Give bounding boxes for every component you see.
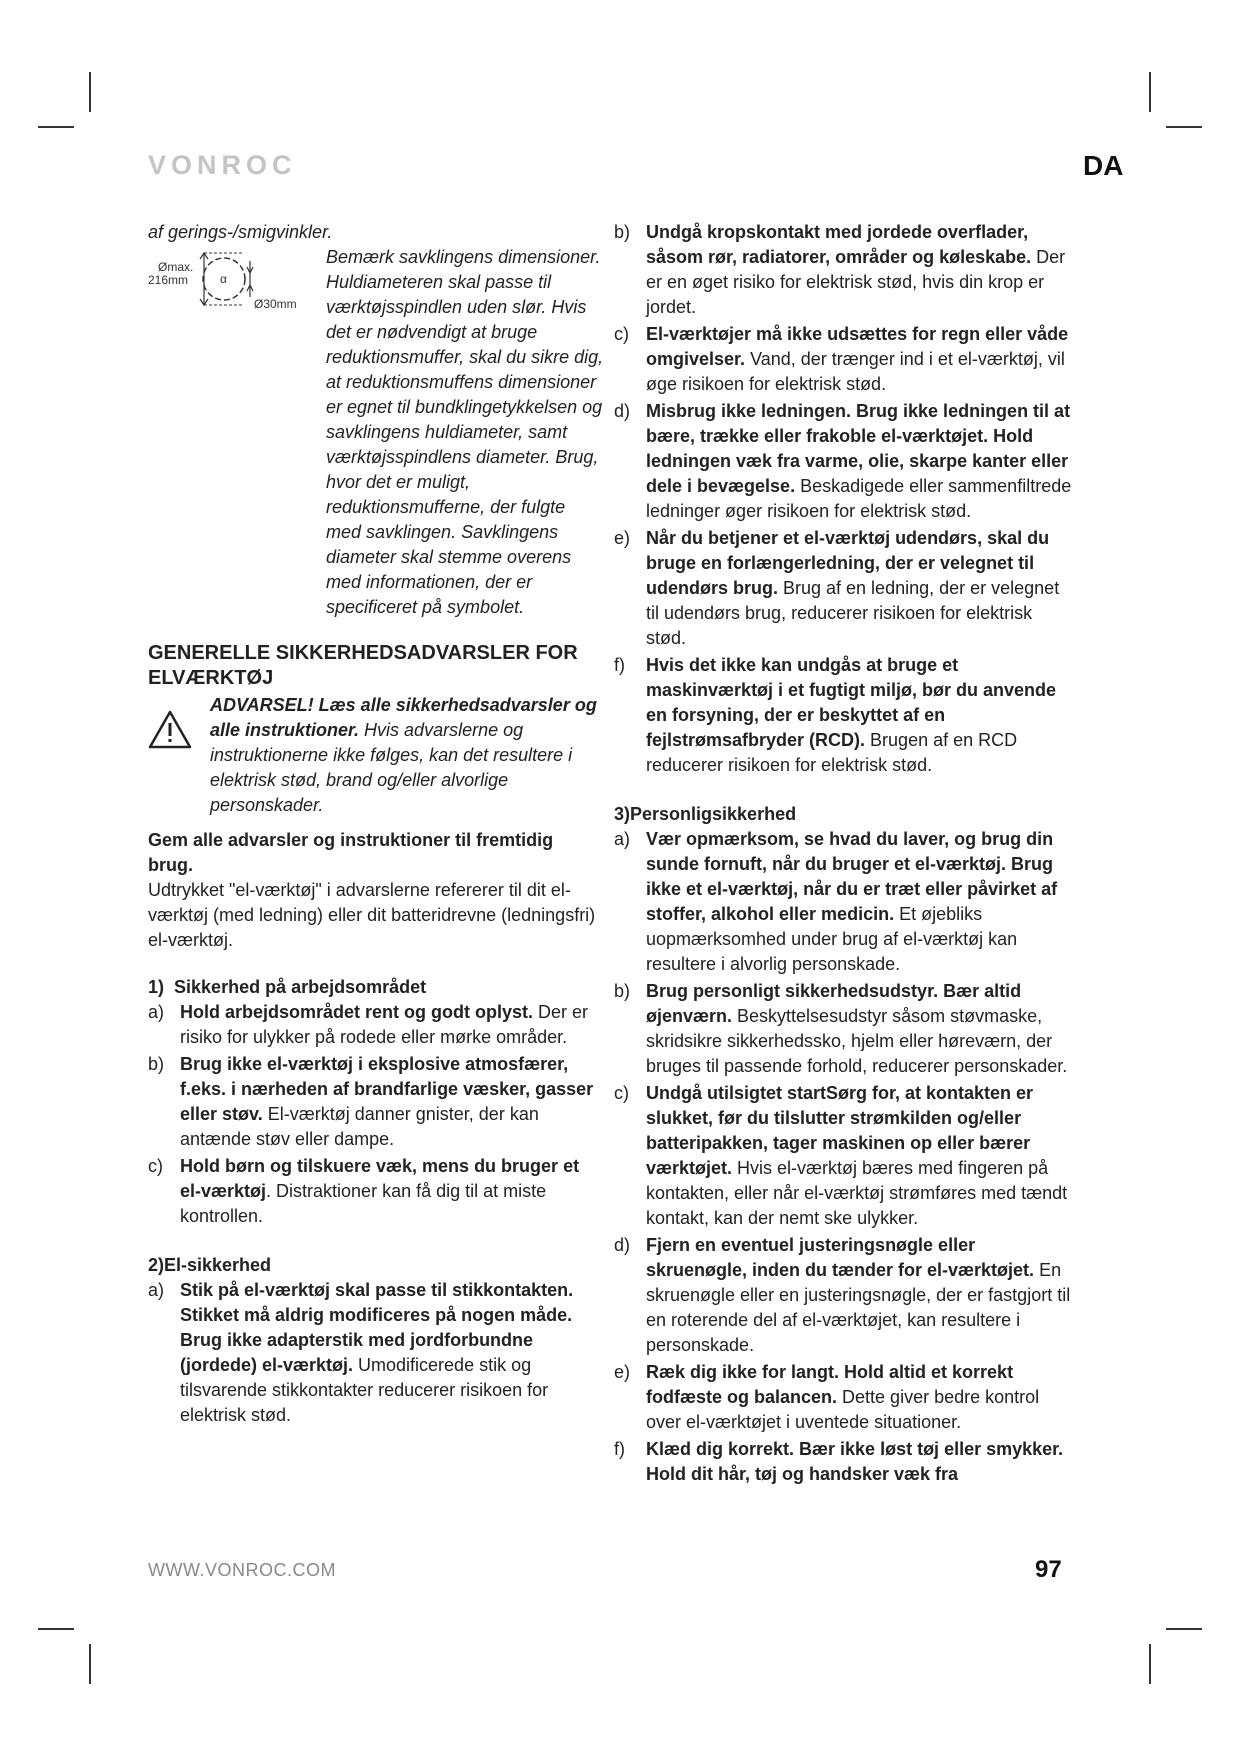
saw-blade-section: [148, 245, 603, 641]
list-marker: f): [614, 655, 625, 675]
list-item-bold: Undgå kropskontakt med jordede overflader, såsom rør, radiatorer, områder og køleskabe.: [646, 222, 1032, 267]
list-item: [614, 1233, 1074, 1358]
warning-bold: ADVARSEL! Læs alle sikkerhedsadvarsler og alle instruktioner.: [210, 695, 597, 740]
warning-body: Hvis advarslerne og instruktionerne ikke følges, kan det resultere i elektrisk stød, brand og/eller alvorlige personskader.: [210, 720, 573, 815]
saw-label-bore: Ø30mm: [254, 297, 297, 311]
list-item: [614, 827, 1074, 977]
list-item-text: Der er en øget risiko for elektrisk stød, hvis din krop er jordet.: [646, 247, 1066, 317]
crop-mark: [89, 1644, 91, 1684]
list-item-text: Vand, der trænger ind i et el-værktøj, vil øge risikoen for elektrisk stød.: [646, 349, 1065, 394]
list-item-bold: Brug personligt sikkerhedsudstyr. Bær altid øjenværn.: [646, 981, 1022, 1026]
list-item: [614, 979, 1074, 1079]
list-item: [614, 1360, 1074, 1435]
list-marker: c): [148, 1156, 163, 1176]
list-item-bold: Klæd dig korrekt. Bær ikke løst tøj eller smykker. Hold dit hår, tøj og handsker væk fra: [646, 1439, 1064, 1484]
list-item-text: Brug af en ledning, der er velegnet til udendørs brug, reducerer risikoen for elektrisk stød.: [646, 578, 1060, 648]
saw-label-alpha: α: [220, 272, 227, 286]
list-marker: d): [614, 1235, 631, 1255]
brand-logo: VONROC: [148, 150, 297, 180]
list-item-text: Umodificerede stik og tilsvarende stikkontakter reducerer risikoen for elektrisk stød.: [180, 1355, 549, 1425]
language-code: DA: [1083, 150, 1124, 181]
list-item-bold: Undgå utilsigtet startSørg for, at kontakten er slukket, før du tilslutter strømkilden og/eller batteripakken, tager maskinen op eller bærer værktøjet.: [646, 1083, 1034, 1178]
list-item-bold: Stik på el-værktøj skal passe til stikkontakten. Stikket må aldrig modificeres på nogen måde. Brug ikke adapterstik med jordforbundne (jordede) el-værktøj.: [180, 1280, 574, 1375]
crop-mark: [1166, 1628, 1202, 1630]
list-marker: b): [614, 222, 631, 242]
crop-mark: [1149, 1644, 1151, 1684]
list-item-text: Brugen af en RCD reducerer risikoen for elektrisk stød.: [646, 730, 1018, 775]
crop-mark: [1149, 72, 1151, 112]
list-marker: a): [614, 829, 631, 849]
right-column: [614, 220, 1074, 1489]
list-marker: a): [148, 1002, 165, 1022]
crop-mark: [38, 1628, 74, 1630]
list-item: [148, 1052, 603, 1152]
list-marker: d): [614, 401, 631, 421]
saw-blade-text: Bemærk savklingens dimensioner. Huldiameteren skal passe til værktøjsspindlen uden slør. Hvis det er nødvendigt at bruge reduktionsmuffer, skal du sikre dig, at reduktionsmuffens dimensioner er egnet til bundklingetykkelsen og savklingens huldiameter, samt værktøjsspindlens diameter. Brug, hvor det er muligt, reduktionsmufferne, der fulgte med savklingen. Savklingens diameter skal stemme overens med informationen, der er specificeret på symbolet.: [326, 247, 604, 617]
intro-line: af gerings-/smigvinkler.: [148, 222, 333, 242]
saw-label-diameter: 216mm: [148, 273, 189, 287]
section-1-number: 1): [148, 977, 165, 997]
list-item-text: Der er risiko for ulykker på rodede eller mørke områder.: [180, 1002, 589, 1047]
list-item-bold: Hold arbejdsområdet rent og godt oplyst.: [180, 1002, 534, 1022]
list-item: [614, 220, 1074, 320]
list-item: [614, 526, 1074, 651]
list-item: [614, 1437, 1074, 1487]
definition-text: Udtrykket "el-værktøj" i advarslerne refererer til dit el-værktøj (med ledning) eller dit batteridrevne (ledningsfri) el-værktøj.: [148, 880, 596, 950]
section-3-heading: 3)Personligsikkerhed: [614, 804, 797, 824]
list-marker: c): [614, 1083, 629, 1103]
list-item: [614, 399, 1074, 524]
section-2-heading: 2)El-sikkerhed: [148, 1255, 272, 1275]
list-item: [148, 1154, 603, 1229]
list-item: [614, 653, 1074, 778]
saw-blade-diagram: [148, 247, 323, 312]
list-item-text: Beskyttelsesudstyr såsom støvmaske, skridsikre sikkerhedssko, hjelm eller høreværn, der bruges til passende forhold, reducerer personskader.: [646, 1006, 1068, 1076]
list-marker: e): [614, 528, 631, 548]
list-marker: f): [614, 1439, 625, 1459]
list-item-text: En skruenøgle eller en justeringsnøgle, der er fastgjort til en roterende del af el-værktøjet, kan resultere i personskade.: [646, 1260, 1071, 1355]
crop-mark: [1166, 126, 1202, 128]
crop-mark: [89, 72, 91, 112]
website-link[interactable]: WWW.VONROC.COM: [148, 1560, 336, 1580]
list-item-bold: Fjern en eventuel justeringsnøgle eller skruenøgle, inden du tænder for el-værktøjet.: [646, 1235, 1035, 1280]
list-item: [614, 1081, 1074, 1231]
list-item-bold: Brug ikke el-værktøj i eksplosive atmosfærer, f.eks. i nærheden af brandfarlige væsker, gasser eller støv.: [180, 1054, 594, 1124]
list-marker: b): [148, 1054, 165, 1074]
list-item-text: . Distraktioner kan få dig til at miste kontrollen.: [180, 1181, 547, 1226]
list-item-bold: El-værktøjer må ikke udsættes for regn eller våde omgivelser.: [646, 324, 1069, 369]
section-1-title: Sikkerhed på arbejdsområdet: [174, 977, 427, 997]
list-item-bold: Når du betjener et el-værktøj udendørs, skal du bruge en forlængerledning, der er velegnet til udendørs brug.: [646, 528, 1050, 598]
list-item-text: El-værktøj danner gnister, der kan antænde støv eller dampe.: [180, 1104, 539, 1149]
list-marker: c): [614, 324, 629, 344]
list-item-bold: Hold børn og tilskuere væk, mens du bruger et el-værktøj: [180, 1156, 580, 1201]
save-instructions-heading: Gem alle advarsler og instruktioner til fremtidig brug.: [148, 830, 554, 875]
general-safety-heading: GENERELLE SIKKERHEDSADVARSLER FOR ELVÆRKTØJ: [148, 642, 578, 689]
list-item-bold: Ræk dig ikke for langt. Hold altid et korrekt fodfæste og balancen.: [646, 1362, 1014, 1407]
warning-text: [210, 693, 603, 818]
list-item: [614, 322, 1074, 397]
list-item-text: Dette giver bedre kontrol over el-værktøjet i uventede situationer.: [646, 1387, 1040, 1432]
list-item: [148, 1278, 603, 1428]
list-item-bold: Hvis det ikke kan undgås at bruge et maskinværktøj i et fugtigt miljø, bør du anvende en forsyning, der er beskyttet af en fejlstrømsafbryder (RCD).: [646, 655, 1057, 750]
list-marker: e): [614, 1362, 631, 1382]
saw-label-max: Ømax.: [158, 260, 194, 274]
list-item-text: Beskadigede eller sammenfiltrede ledninger øger risikoen for elektrisk stød.: [646, 476, 1072, 521]
warning-triangle-icon: [148, 709, 192, 749]
crop-mark: [38, 126, 74, 128]
section-1-heading: [148, 975, 603, 1000]
warning-block: [148, 693, 603, 818]
page-number: 97: [1035, 1556, 1062, 1583]
list-item-bold: Vær opmærksom, se hvad du laver, og brug din sunde fornuft, når du bruger et el-værktøj. Brug ikke et el-værktøj, når du er træt eller påvirket af stoffer, alkohol eller medicin.: [646, 829, 1058, 924]
list-item: [148, 1000, 603, 1050]
list-item-text: Et øjebliks uopmærksomhed under brug af el-værktøj kan resultere i alvorlig personskade.: [646, 904, 1018, 974]
list-marker: b): [614, 981, 631, 1001]
list-item-bold: Misbrug ikke ledningen. Brug ikke ledningen til at bære, trække eller frakoble el-værktøjet. Hold ledningen væk fra varme, olie, skarpe kanter eller dele i bevægelse.: [646, 401, 1071, 496]
left-column: [148, 220, 603, 1430]
list-item-text: Hvis el-værktøj bæres med fingeren på kontakten, eller når el-værktøj strømføres med tændt kontakt, kan der nemt ske ulykker.: [646, 1158, 1068, 1228]
list-marker: a): [148, 1280, 165, 1300]
